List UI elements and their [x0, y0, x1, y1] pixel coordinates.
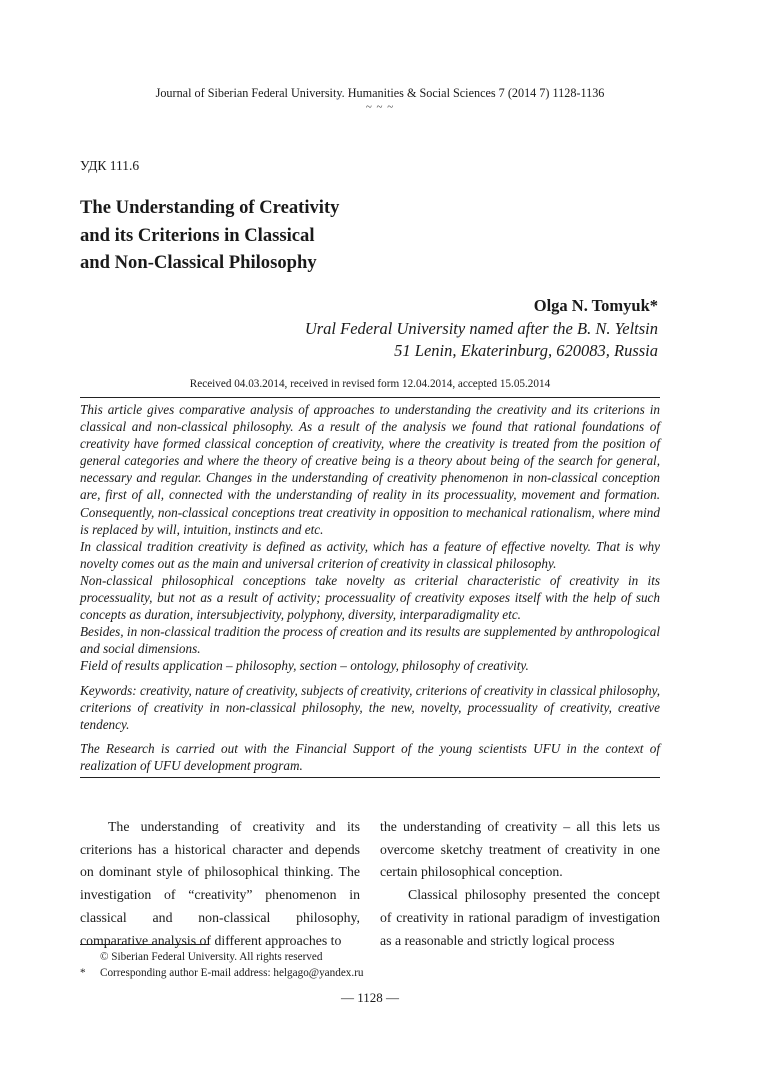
- body-right-column: [380, 816, 660, 952]
- abstract-top-rule: [80, 397, 660, 398]
- abstract-bottom-rule: [80, 777, 660, 778]
- footnote-copyright: [80, 950, 322, 965]
- copyright-text: © Siberian Federal University. All rights reserved: [100, 951, 323, 963]
- abstract-paragraph: Field of results application – philosophy, section – ontology, philosophy of creativity.: [80, 658, 529, 674]
- title-line: and its Criterions in Classical: [80, 224, 315, 246]
- header-separator: ~ ~ ~: [365, 101, 395, 113]
- body-paragraph: The understanding of creativity and its criterions has a historical character and depends on dominant style of philosophical thinking. The investigation of “creativity” phenomenon in classical and non-classical philosophy, comparative analysis of different approaches to: [80, 819, 360, 948]
- body-paragraph: the understanding of creativity – all this lets us overcome sketchy treatment of creativity in one certain philosophical conception.: [380, 819, 660, 880]
- author-name: Olga N. Tomyuk*: [533, 296, 658, 315]
- abstract-paragraph: In classical tradition creativity is defined as activity, which has a feature of effective novelty. That is why novelty comes out as the main and universal criterion of creativity in classical philosophy.: [80, 538, 660, 571]
- body-paragraph: Classical philosophy presented the concept of creativity in rational paradigm of investigation as a reasonable and strictly logical process: [380, 887, 660, 948]
- article-title: [80, 194, 500, 277]
- affiliation-line: Ural Federal University named after the B. N. Yeltsin: [304, 319, 658, 338]
- udk-code: УДК 111.6: [80, 158, 140, 173]
- abstract: [80, 401, 660, 675]
- footnote-mark: *: [80, 967, 86, 979]
- footnote-rule: [80, 944, 208, 945]
- page-number: — 1128 —: [340, 990, 400, 1005]
- corresponding-email: Corresponding author E-mail address: helgago@yandex.ru: [100, 967, 364, 979]
- title-line: The Understanding of Creativity: [80, 197, 340, 218]
- affiliation-line: 51 Lenin, Ekaterinburg, 620083, Russia: [394, 340, 658, 360]
- journal-header: Journal of Siberian Federal University. Humanities & Social Sciences 7 (2014 7) 1128-1136: [155, 86, 605, 100]
- abstract-paragraph: Besides, in non-classical tradition the process of creation and its results are supplemented by anthropological and social dimensions.: [80, 624, 660, 657]
- funding-note: The Research is carried out with the Financial Support of the young scientists UFU in the context of realization of UFU development program.: [80, 741, 660, 774]
- title-line: and Non-Classical Philosophy: [80, 252, 317, 273]
- body-left-column: [80, 816, 360, 952]
- keywords: Keywords: creativity, nature of creativity, subjects of creativity, criterions of creativity in classical philosophy, criterions of creativity in non-classical philosophy, the new, novelty, processuality of creativity, creative tendency.: [80, 683, 660, 733]
- received-dates: Received 04.03.2014, received in revised form 12.04.2014, accepted 15.05.2014: [189, 378, 551, 390]
- affiliation: [305, 318, 658, 361]
- footnote-corresponding: [80, 966, 364, 981]
- abstract-paragraph: Non-classical philosophical conceptions take novelty as criterial characteristic of creativity in its processuality, but not as a result of activity; processuality of creativity exposes itself with the help of such concepts as duration, intersubjectivity, polyphony, diversity, interparadigmality etc.: [80, 572, 660, 623]
- abstract-paragraph: This article gives comparative analysis of approaches to understanding the creativity and its criterions in classical and non-classical philosophy. As a result of the analysis we found that rational foundations of creativity have formed classical conception of creativity, where the creativity is treated from the position of general categories and where the theory of creative being is a theory about being of the search for general, necessary and regular. Changes in the understanding of creativity phenomenon in non-classical conception are, first of all, connected with the understanding of reality in its processuality, movement and formation. Consequently, non-classical conceptions treat creativity in opposition to mechanical rationalism, where mind is replaced by will, intuition, instincts and etc.: [80, 402, 660, 537]
